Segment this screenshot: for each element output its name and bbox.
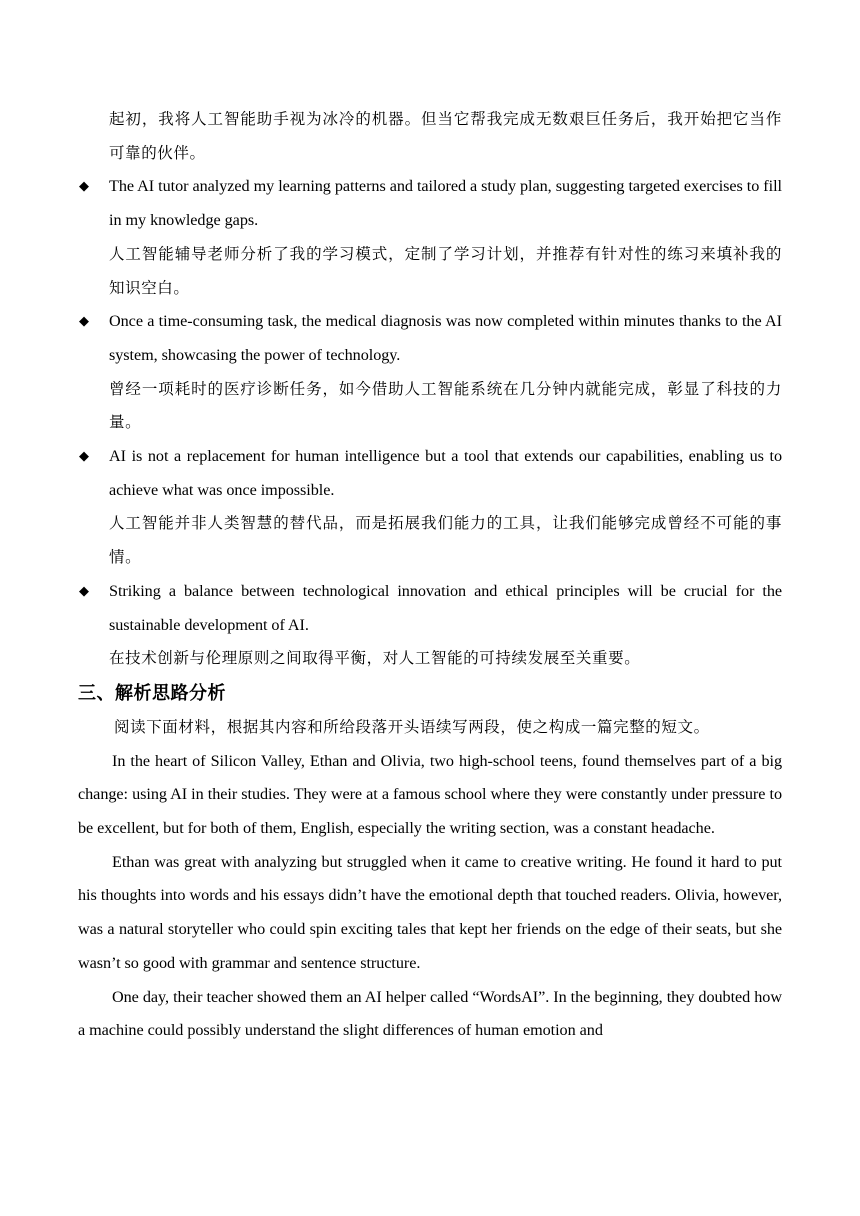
bullet-chinese-translation: 人工智能并非人类智慧的替代品，而是拓展我们能力的工具，让我们能够完成曾经不可能的事情。 <box>109 514 782 567</box>
bullet-item-1 <box>78 170 782 305</box>
diamond-bullet-icon: ◆ <box>79 583 89 599</box>
bullet-english-text: The AI tutor analyzed my learning patterns and tailored a study plan, suggesting targeted exercises to fill in my knowledge gaps. <box>109 177 782 230</box>
story-paragraph-3: One day, their teacher showed them an AI helper called “WordsAI”. In the beginning, they doubted how a machine could possibly understand the slight differences of human emotion and <box>78 987 782 1040</box>
diamond-bullet-icon: ◆ <box>79 314 89 330</box>
diamond-bullet-icon: ◆ <box>79 449 89 465</box>
document-page <box>78 103 782 1048</box>
story-paragraph-1: In the heart of Silicon Valley, Ethan and Olivia, two high-school teens, found themselves part of a big change: using AI in their studies. They were at a famous school where they were constantly under pressure to be excellent, but for both of them, English, especially the writing section, was a constant headache. <box>78 751 782 838</box>
instruction-text: 阅读下面材料，根据其内容和所给段落开头语续写两段，使之构成一篇完整的短文。 <box>114 717 710 736</box>
bullet-english-text: Striking a balance between technological innovation and ethical principles will be crucial for the sustainable development of AI. <box>109 581 782 634</box>
bullet-chinese-translation: 在技术创新与伦理原则之间取得平衡，对人工智能的可持续发展至关重要。 <box>109 649 641 668</box>
section-heading: 三、解析思路分析 <box>78 682 226 704</box>
diamond-bullet-icon: ◆ <box>79 179 89 195</box>
bullet-english-text: Once a time-consuming task, the medical diagnosis was now completed within minutes thanks to the AI system, showcasing the power of technology. <box>109 312 782 364</box>
bullet-item-4 <box>78 575 782 676</box>
intro-translation: 起初，我将人工智能助手视为冰冷的机器。但当它帮我完成无数艰巨任务后，我开始把它当作可靠的伙伴。 <box>109 110 782 162</box>
story-paragraph-2: Ethan was great with analyzing but struggled when it came to creative writing. He found it hard to put his thoughts into words and his essays didn’t have the emotional depth that touched readers. Olivia, however, was a natural storyteller who could spin exciting tales that kept her friends on the edge of their seats, but she wasn’t so good with grammar and sentence structure. <box>78 852 782 972</box>
bullet-item-2 <box>78 305 782 440</box>
bullet-chinese-translation: 人工智能辅导老师分析了我的学习模式，定制了学习计划，并推荐有针对性的练习来填补我的知识空白。 <box>109 244 782 297</box>
bullet-chinese-translation: 曾经一项耗时的医疗诊断任务，如今借助人工智能系统在几分钟内就能完成，彰显了科技的力量。 <box>109 379 782 432</box>
bullet-item-3 <box>78 440 782 575</box>
bullet-english-text: AI is not a replacement for human intelligence but a tool that extends our capabilities, enabling us to achieve what was once impossible. <box>109 447 782 499</box>
